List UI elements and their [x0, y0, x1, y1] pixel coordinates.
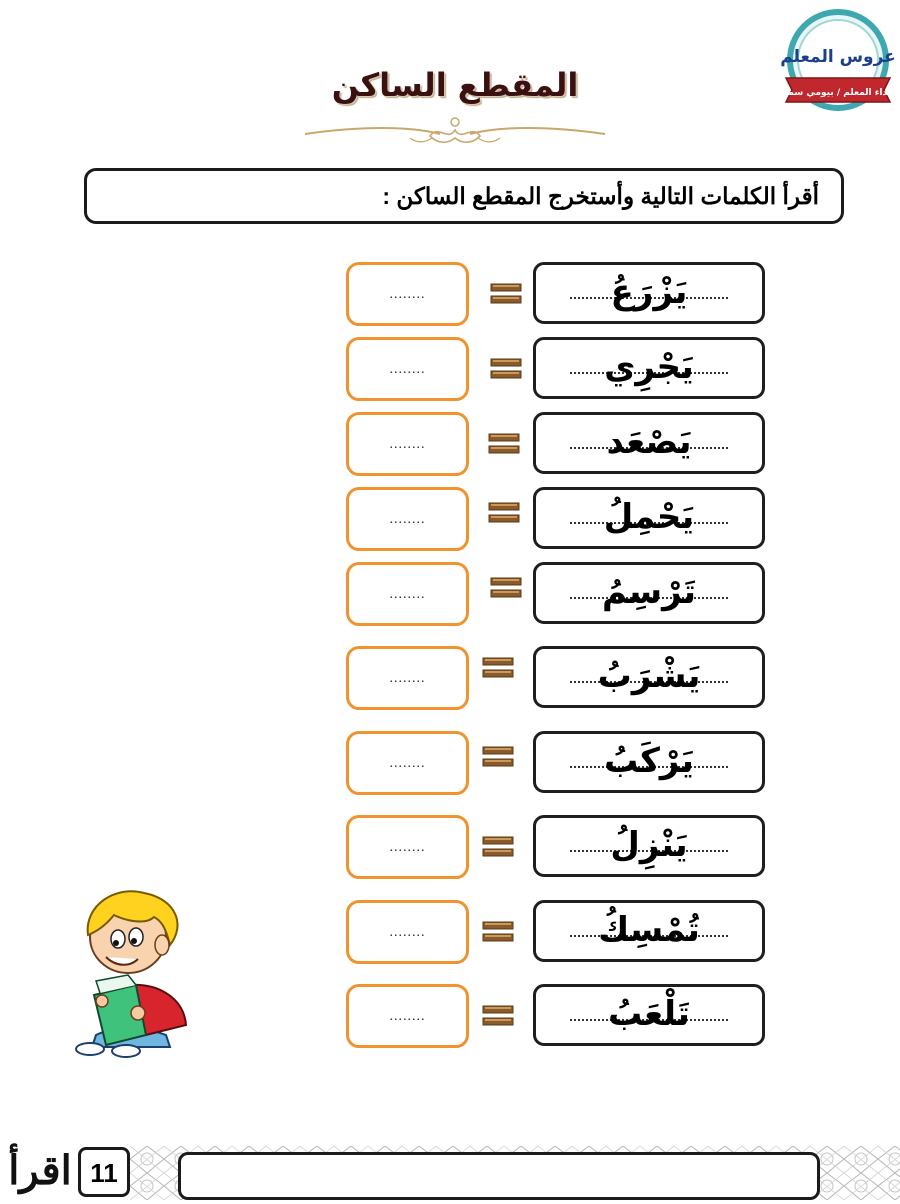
answer-placeholder: ........: [389, 1009, 426, 1024]
word-box: [533, 731, 765, 793]
page-number-box: [78, 1147, 130, 1197]
word-text: يَشْرَبُ: [597, 656, 701, 696]
footer-writing-box: [178, 1152, 820, 1200]
word-box: [533, 487, 765, 549]
instruction-box: [84, 168, 844, 224]
iqra-text: اقرأ: [8, 1147, 72, 1194]
equals-sign-icon: [482, 920, 514, 944]
word-box: [533, 562, 765, 624]
word-text: يَرْكَبُ: [604, 741, 694, 781]
word-text: تَرْسِمُ: [601, 572, 696, 612]
equals-sign-icon: [482, 656, 514, 680]
title-ornament: [300, 112, 610, 152]
equals-sign-icon: [490, 576, 522, 600]
boy-reading-illustration: [66, 885, 196, 1060]
word-text: يَجْرِي: [604, 347, 694, 387]
answer-box[interactable]: [346, 900, 469, 964]
word-box: [533, 646, 765, 708]
answer-box[interactable]: [346, 815, 469, 879]
word-text: يَحْمِلُ: [603, 497, 695, 537]
word-box: [533, 262, 765, 324]
page-title: المقطع الساكن: [331, 66, 579, 104]
answer-box[interactable]: [346, 731, 469, 795]
answer-box[interactable]: [346, 487, 469, 551]
answer-placeholder: ........: [389, 587, 426, 602]
answer-box[interactable]: [346, 412, 469, 476]
answer-placeholder: ........: [389, 840, 426, 855]
answer-placeholder: ........: [389, 287, 426, 302]
word-text: تُمْسِكُ: [598, 910, 700, 950]
word-box: [533, 900, 765, 962]
answer-box[interactable]: [346, 262, 469, 326]
logo: [778, 8, 896, 118]
word-box: [533, 984, 765, 1046]
equals-sign-icon: [482, 835, 514, 859]
answer-placeholder: ........: [389, 756, 426, 771]
equals-sign-icon: [488, 501, 520, 525]
iqra-calligraphy: [4, 1110, 74, 1200]
equals-sign-icon: [482, 1004, 514, 1028]
word-box: [533, 815, 765, 877]
equals-sign-icon: [490, 282, 522, 306]
word-text: يَنْزِلُ: [610, 825, 688, 865]
answer-box[interactable]: [346, 562, 469, 626]
word-box: [533, 337, 765, 399]
equals-sign-icon: [488, 432, 520, 456]
word-box: [533, 412, 765, 474]
word-text: يَزْرَعُ: [610, 272, 688, 312]
equals-sign-icon: [482, 745, 514, 769]
word-text: تَلْعَبُ: [608, 994, 690, 1034]
answer-box[interactable]: [346, 984, 469, 1048]
answer-placeholder: ........: [389, 925, 426, 940]
answer-box[interactable]: [346, 646, 469, 710]
answer-placeholder: ........: [389, 512, 426, 527]
instruction-text: أقرأ الكلمات التالية وأستخرج المقطع الساكن :: [382, 183, 819, 209]
logo-title: عروس المعلم: [780, 47, 896, 67]
answer-box[interactable]: [346, 337, 469, 401]
answer-placeholder: ........: [389, 671, 426, 686]
page-number: 11: [90, 1158, 118, 1188]
equals-sign-icon: [490, 357, 522, 381]
answer-placeholder: ........: [389, 437, 426, 452]
logo-ribbon-text: اهداء المعلم / بيومي سمير: [779, 88, 896, 98]
answer-placeholder: ........: [389, 362, 426, 377]
word-text: يَصْعَد: [606, 422, 692, 462]
